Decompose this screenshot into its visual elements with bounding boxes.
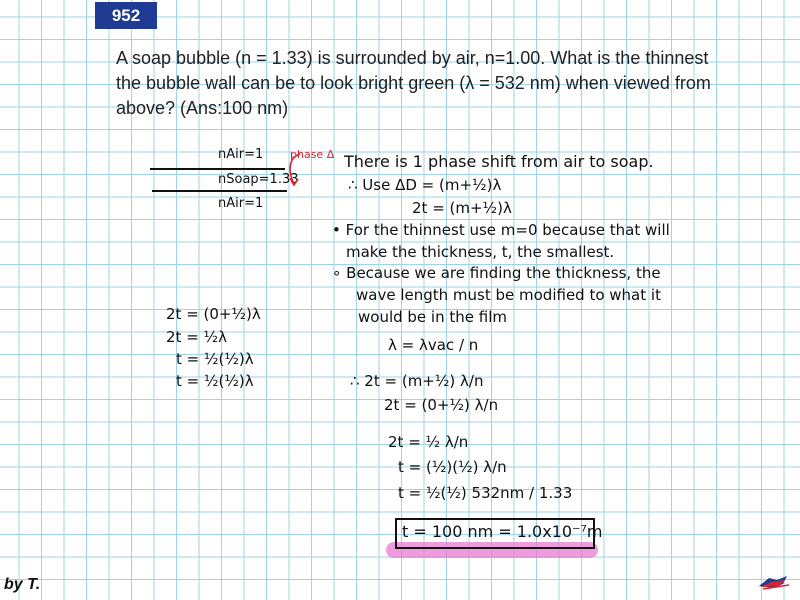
n-air-top-label: nAir=1 [218, 147, 264, 162]
air-soap-boundary-top [150, 168, 285, 170]
logo-icon [757, 574, 791, 592]
problem-number-badge: 952 [95, 2, 157, 29]
note-line-14: t = ½(½) 532nm / 1.33 [398, 484, 573, 502]
note-line-7: wave length must be modified to what it [356, 286, 661, 304]
note-line-12: 2t = ½ λ/n [388, 433, 469, 451]
note-line-1: There is 1 phase shift from air to soap. [344, 152, 654, 171]
left-work-line-4: t = ½(½)λ [176, 372, 254, 390]
final-answer: t = 100 nm = 1.0x10⁻⁷m [402, 522, 603, 541]
n-air-bottom-label: nAir=1 [218, 196, 264, 211]
note-line-10: ∴ 2t = (m+½) λ/n [350, 372, 484, 390]
note-line-9: λ = λvac / n [388, 336, 479, 354]
note-line-6: ∘ Because we are finding the thickness, the [332, 264, 661, 282]
left-work-line-2: 2t = ½λ [166, 328, 227, 346]
left-work-line-1: 2t = (0+½)λ [166, 305, 261, 323]
note-line-3: 2t = (m+½)λ [412, 199, 512, 217]
note-line-2: ∴ Use ΔD = (m+½)λ [348, 176, 502, 194]
question-text: A soap bubble (n = 1.33) is surrounded by air, n=1.00. What is the thinnest the bubble wall can be to look bright green (λ = 532 nm) when viewed from above? (Ans:100 nm) [116, 48, 711, 118]
air-soap-boundary-bottom [152, 190, 287, 192]
phase-shift-arrow-icon [284, 150, 304, 190]
note-line-4: • For the thinnest use m=0 because that will [332, 221, 670, 239]
author-credit: by T. [4, 576, 41, 593]
note-line-13: t = (½)(½) λ/n [398, 458, 507, 476]
left-work-line-3: t = ½(½)λ [176, 350, 254, 368]
note-line-8: would be in the film [358, 308, 507, 326]
note-line-11: 2t = (0+½) λ/n [384, 396, 499, 414]
note-line-5: make the thickness, t, the smallest. [346, 243, 615, 261]
n-soap-label: nSoap=1.33 [218, 172, 299, 187]
phase-shift-note: phase Δ [290, 148, 335, 161]
